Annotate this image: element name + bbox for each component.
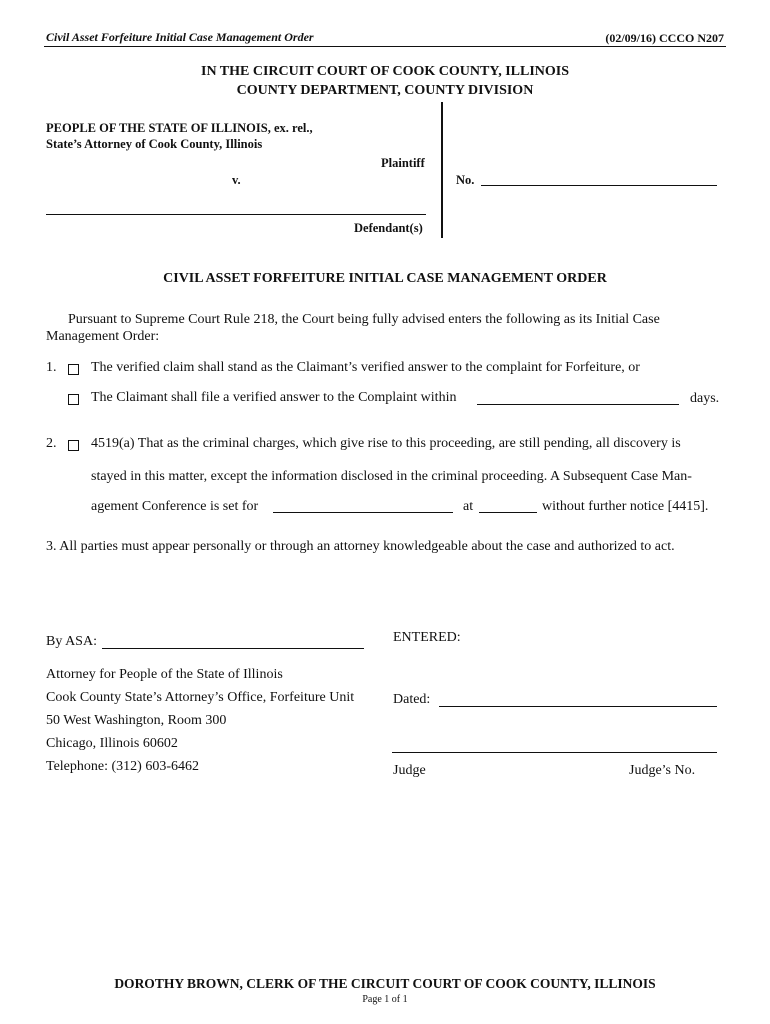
- caption-versus: v.: [232, 173, 241, 187]
- attorney-line-3: 50 West Washington, Room 300: [46, 713, 227, 728]
- item-2-line-3b: without further notice [4415].: [542, 499, 709, 514]
- answer-days-field[interactable]: [477, 390, 679, 405]
- defendant-name-field[interactable]: [46, 202, 426, 215]
- caption-people: PEOPLE OF THE STATE OF ILLINOIS, ex. rel.,: [46, 121, 313, 135]
- intro-line-2: Management Order:: [46, 329, 160, 344]
- item-2-line-2: stayed in this matter, except the information disclosed in the criminal proceeding. A Subsequent Case Man-: [91, 469, 692, 484]
- caption-divider: [441, 102, 443, 238]
- item-2-checkbox[interactable]: [68, 437, 79, 455]
- item-2-line-3a: agement Conference is set for: [91, 499, 259, 514]
- judge-label: Judge: [393, 763, 426, 778]
- caption-defendant: Defendant(s): [354, 221, 423, 235]
- judge-signature-field[interactable]: [392, 736, 717, 753]
- item-1-option-a-checkbox[interactable]: [68, 361, 79, 379]
- checkbox-icon: [68, 364, 79, 375]
- item-1-option-a-text: The verified claim shall stand as the Claimant’s verified answer to the complaint for Forfeiture, or: [91, 360, 640, 375]
- form-code: (02/09/16) CCCO N207: [605, 31, 724, 45]
- attorney-line-1: Attorney for People of the State of Illinois: [46, 667, 283, 682]
- by-asa-label: By ASA:: [46, 634, 97, 649]
- item-1-number: 1.: [46, 360, 57, 375]
- conference-date-field[interactable]: [273, 498, 453, 513]
- dated-label: Dated:: [393, 692, 431, 707]
- caption-plaintiff: Plaintiff: [381, 156, 425, 170]
- case-number-label: No.: [456, 173, 475, 187]
- form-title-header: Civil Asset Forfeiture Initial Case Management Order: [46, 30, 314, 44]
- page-number: Page 1 of 1: [362, 994, 408, 1005]
- item-2-number: 2.: [46, 436, 57, 451]
- item-2-at: at: [463, 499, 474, 514]
- attorney-line-2: Cook County State’s Attorney’s Office, Forfeiture Unit: [46, 690, 355, 705]
- court-division: COUNTY DEPARTMENT, COUNTY DIVISION: [236, 83, 534, 98]
- entered-label: ENTERED:: [393, 630, 461, 645]
- court-name: IN THE CIRCUIT COURT OF COOK COUNTY, ILLINOIS: [201, 64, 569, 79]
- order-title: CIVIL ASSET FORFEITURE INITIAL CASE MANAGEMENT ORDER: [163, 271, 607, 286]
- item-1-option-b-checkbox[interactable]: [68, 391, 79, 409]
- item-2-line-1: 4519(a) That as the criminal charges, which give rise to this proceeding, are still pending, all discovery is: [91, 436, 681, 451]
- checkbox-icon: [68, 394, 79, 405]
- judge-number-label: Judge’s No.: [629, 763, 696, 778]
- checkbox-icon: [68, 440, 79, 451]
- conference-time-field[interactable]: [479, 498, 537, 513]
- dated-field[interactable]: [439, 690, 717, 707]
- case-number-field[interactable]: [481, 171, 717, 186]
- header-divider: [44, 46, 726, 47]
- caption-attorney: State’s Attorney of Cook County, Illinois: [46, 137, 263, 151]
- asa-signature-field[interactable]: [102, 632, 364, 649]
- item-1-option-b-text: The Claimant shall file a verified answer to the Complaint within: [91, 390, 457, 405]
- attorney-telephone: Telephone: (312) 603-6462: [46, 759, 199, 774]
- attorney-line-4: Chicago, Illinois 60602: [46, 736, 178, 751]
- clerk-footer: DOROTHY BROWN, CLERK OF THE CIRCUIT COURT OF COOK COUNTY, ILLINOIS: [114, 976, 656, 991]
- intro-line-1: Pursuant to Supreme Court Rule 218, the Court being fully advised enters the following as its Initial Case: [68, 312, 660, 327]
- item-3-text: 3. All parties must appear personally or through an attorney knowledgeable about the case and authorized to act.: [46, 539, 675, 554]
- item-1-days: days.: [690, 391, 720, 406]
